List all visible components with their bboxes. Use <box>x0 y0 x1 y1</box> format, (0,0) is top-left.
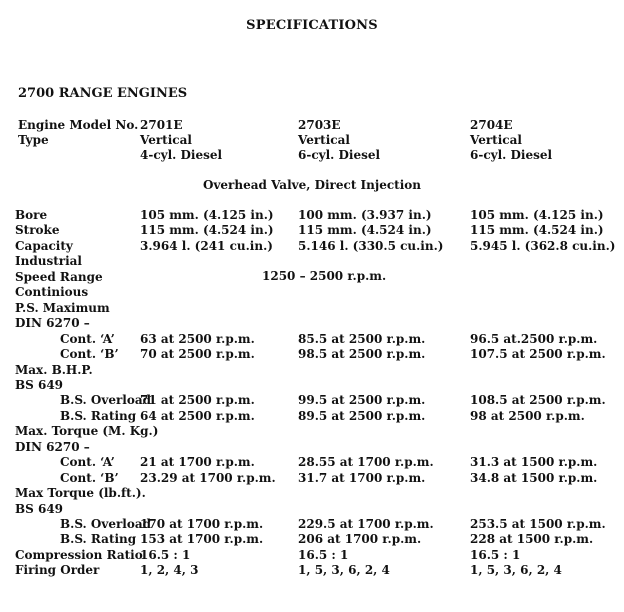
spec-label: Compression Ratio <box>15 548 143 562</box>
spec-value-col3: 5.945 l. (362.8 cu.in.) <box>470 239 616 253</box>
spec-label: B.S. Rating <box>60 409 137 423</box>
spec-value-col1: 170 at 1700 r.p.m. <box>140 517 264 531</box>
spec-value-col3: 34.8 at 1500 r.p.m. <box>470 471 598 485</box>
spec-label: BS 649 <box>15 502 64 516</box>
spec-label: Capacity <box>15 239 73 253</box>
spec-label: BS 649 <box>15 378 64 392</box>
spec-label: Speed Range <box>15 270 103 284</box>
spec-value-col1: 71 at 2500 r.p.m. <box>140 393 255 407</box>
model-2704e: 2704E <box>470 118 513 132</box>
spec-value-col1: 23.29 at 1700 r.p.m. <box>140 471 276 485</box>
model-2704e-type1: Vertical <box>470 133 522 147</box>
speed-range-value: 1250 – 2500 r.p.m. <box>262 269 387 283</box>
spec-label: Cont. ‘B’ <box>60 471 119 485</box>
spec-value-col3: 253.5 at 1500 r.p.m. <box>470 517 606 531</box>
spec-value-col2: 229.5 at 1700 r.p.m. <box>298 517 434 531</box>
spec-label: DIN 6270 – <box>15 440 90 454</box>
model-2701e: 2701E <box>140 118 183 132</box>
spec-value-col1: 115 mm. (4.524 in.) <box>140 223 274 237</box>
spec-value-col2: 98.5 at 2500 r.p.m. <box>298 347 426 361</box>
page-title: SPECIFICATIONS <box>246 18 378 33</box>
model-label: Engine Model No. <box>18 118 139 132</box>
spec-value-col2: 115 mm. (4.524 in.) <box>298 223 432 237</box>
engine-subheading: Overhead Valve, Direct Injection <box>203 178 421 192</box>
spec-value-col2: 99.5 at 2500 r.p.m. <box>298 393 426 407</box>
spec-value-col1: 63 at 2500 r.p.m. <box>140 332 255 346</box>
spec-value-col1: 105 mm. (4.125 in.) <box>140 208 274 222</box>
spec-value-col3: 228 at 1500 r.p.m. <box>470 532 594 546</box>
spec-label: Cont. ‘B’ <box>60 347 119 361</box>
model-2703e: 2703E <box>298 118 341 132</box>
spec-value-col2: 89.5 at 2500 r.p.m. <box>298 409 426 423</box>
spec-label: Stroke <box>15 223 60 237</box>
spec-value-col2: 85.5 at 2500 r.p.m. <box>298 332 426 346</box>
spec-label: B.S. Overload <box>60 517 152 531</box>
spec-label: Max Torque (lb.ft.). <box>15 486 146 500</box>
model-2704e-type2: 6-cyl. Diesel <box>470 148 553 162</box>
spec-value-col1: 16.5 : 1 <box>140 548 191 562</box>
spec-value-col3: 98 at 2500 r.p.m. <box>470 409 585 423</box>
spec-value-col1: 153 at 1700 r.p.m. <box>140 532 264 546</box>
spec-value-col3: 115 mm. (4.524 in.) <box>470 223 604 237</box>
spec-label: B.S. Rating <box>60 532 137 546</box>
spec-value-col2: 31.7 at 1700 r.p.m. <box>298 471 426 485</box>
section-title: 2700 RANGE ENGINES <box>18 86 188 101</box>
spec-label: Industrial <box>15 254 82 268</box>
type-label: Type <box>18 133 49 147</box>
model-2703e-type1: Vertical <box>298 133 350 147</box>
spec-value-col1: 21 at 1700 r.p.m. <box>140 455 255 469</box>
spec-value-col2: 16.5 : 1 <box>298 548 349 562</box>
model-2703e-type2: 6-cyl. Diesel <box>298 148 381 162</box>
spec-label: Continious <box>15 285 89 299</box>
spec-value-col2: 1, 5, 3, 6, 2, 4 <box>298 563 390 577</box>
spec-label: Firing Order <box>15 563 100 577</box>
spec-label: B.S. Overload <box>60 393 152 407</box>
spec-value-col3: 105 mm. (4.125 in.) <box>470 208 604 222</box>
spec-value-col1: 3.964 l. (241 cu.in.) <box>140 239 273 253</box>
spec-value-col3: 1, 5, 3, 6, 2, 4 <box>470 563 562 577</box>
spec-label: Max. B.H.P. <box>15 363 93 377</box>
spec-label: P.S. Maximum <box>15 301 110 315</box>
spec-value-col2: 100 mm. (3.937 in.) <box>298 208 432 222</box>
spec-value-col2: 5.146 l. (330.5 cu.in.) <box>298 239 444 253</box>
model-2701e-type2: 4-cyl. Diesel <box>140 148 223 162</box>
spec-value-col2: 28.55 at 1700 r.p.m. <box>298 455 434 469</box>
spec-label: Max. Torque (M. Kg.) <box>15 424 159 438</box>
spec-value-col3: 96.5 at.2500 r.p.m. <box>470 332 598 346</box>
spec-label: Cont. ‘A’ <box>60 332 115 346</box>
model-2701e-type1: Vertical <box>140 133 192 147</box>
spec-value-col3: 16.5 : 1 <box>470 548 521 562</box>
spec-value-col3: 107.5 at 2500 r.p.m. <box>470 347 606 361</box>
spec-value-col3: 31.3 at 1500 r.p.m. <box>470 455 598 469</box>
spec-label: Cont. ‘A’ <box>60 455 115 469</box>
spec-value-col1: 1, 2, 4, 3 <box>140 563 199 577</box>
spec-label: DIN 6270 – <box>15 316 90 330</box>
spec-value-col1: 70 at 2500 r.p.m. <box>140 347 255 361</box>
spec-value-col3: 108.5 at 2500 r.p.m. <box>470 393 606 407</box>
spec-label: Bore <box>15 208 48 222</box>
spec-value-col2: 206 at 1700 r.p.m. <box>298 532 422 546</box>
spec-value-col1: 64 at 2500 r.p.m. <box>140 409 255 423</box>
